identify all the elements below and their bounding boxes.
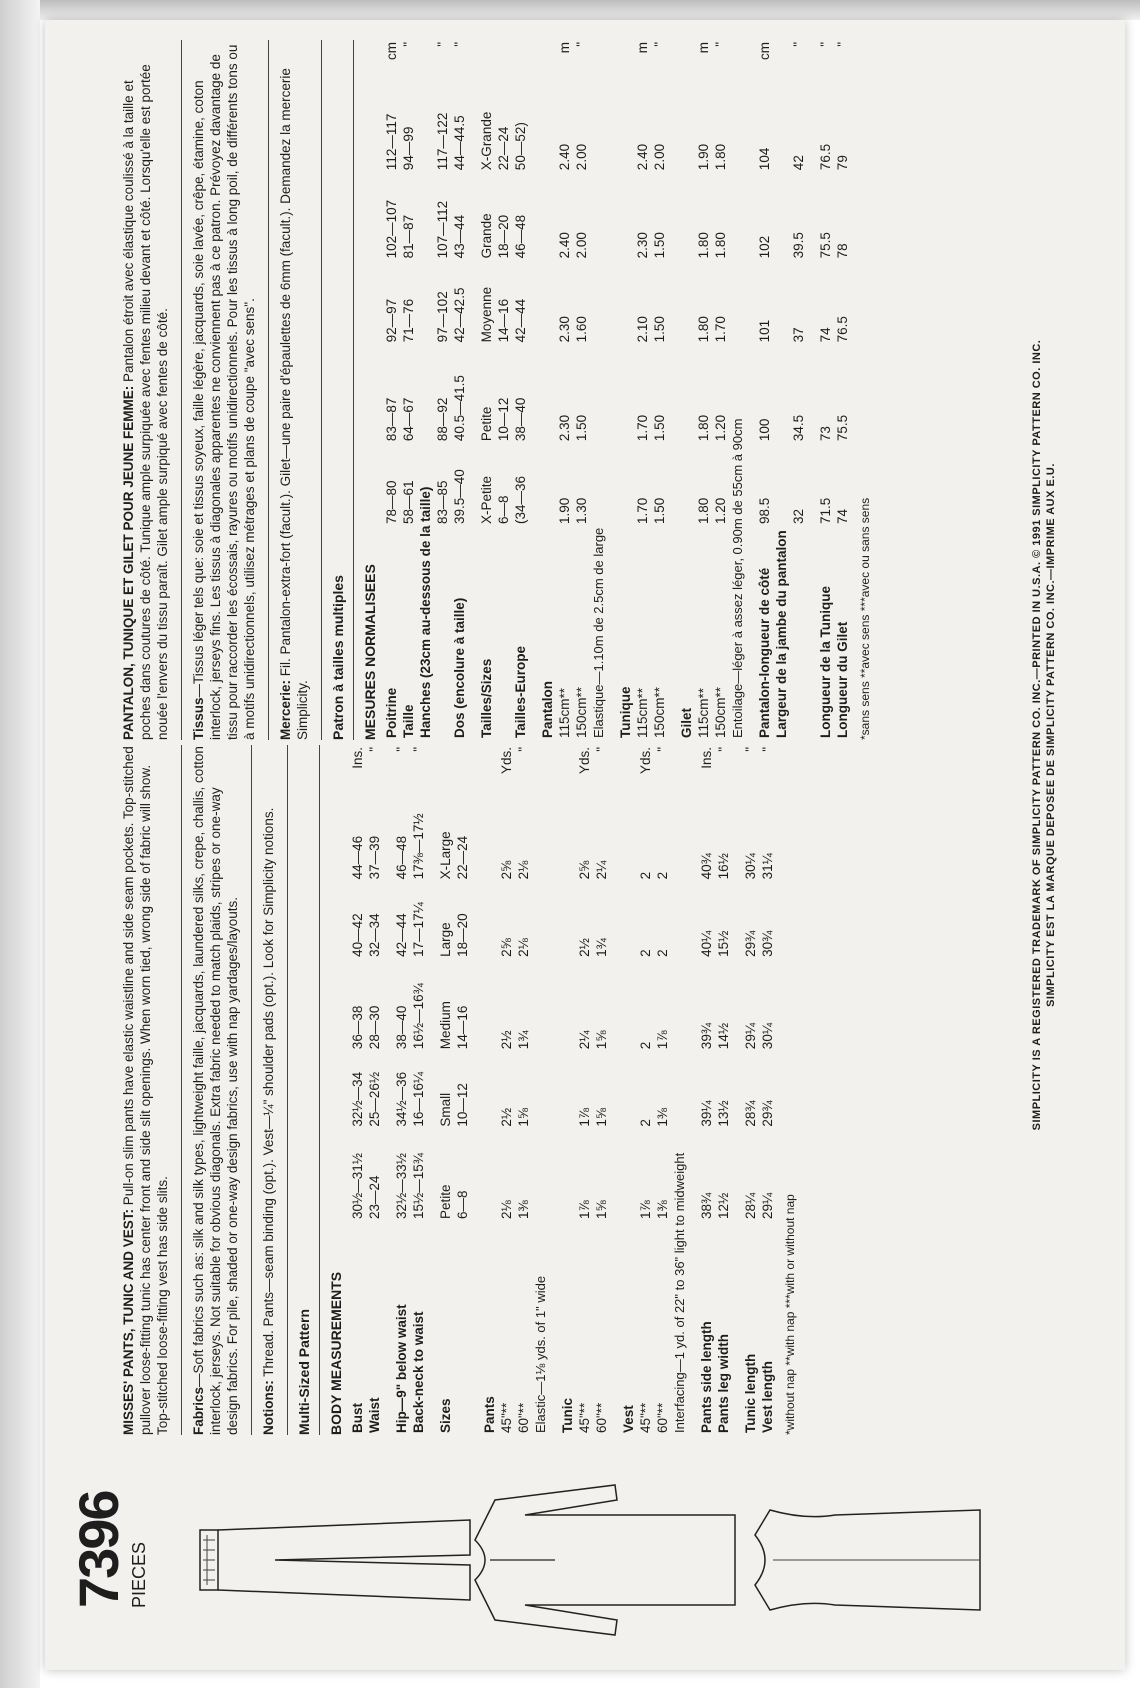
table-row: 150cm** 1.20 1.20 1.70 1.80 1.80 "	[713, 42, 728, 738]
scan-shadow-top	[40, 0, 1140, 20]
tunic-sketch	[465, 1480, 745, 1640]
mercerie-title: Mercerie:	[278, 679, 293, 740]
sizes-row: Sizes Petite Small Medium Large X-Large	[438, 831, 453, 1433]
french-intro-title: PANTALON, TUNIQUE ET GILET POUR JEUNE FEMME:	[121, 385, 136, 740]
english-intro-text: Pull-on slim pants have elastic waistline and side seam pockets. Top-stitched pullover loose-fitting tunic has center front and side slit openings. When worn tied, wrong side of fabric will show. Top-stitched loose-fitting vest has side slits.	[121, 746, 170, 1435]
divider	[181, 745, 182, 1435]
table-row: 60"** 1⅜ 1⅝ 1¾ 2⅛ 2⅛ "	[516, 747, 531, 1433]
table-row: 115cm** 1.70 1.70 2.10 2.30 2.40 m	[635, 42, 650, 738]
note-row: Entoilage—léger à assez léger, 0.90m de 55cm à 90cm	[730, 418, 745, 738]
table-row: Pantalon-longueur de côté 98.5 100 101 102 104 cm	[757, 42, 772, 738]
table-row: Hip—9" below waist 32½—33½ 34½—36 38—40 42—44 46—48 "	[394, 747, 409, 1433]
table-row: 150cm** 1.30 1.50 1.60 2.00 2.00 "	[574, 42, 589, 738]
section-label-row: Pants	[482, 1396, 497, 1433]
french-footnote: *sans sens **avec sens ***avec ou sans sens	[858, 497, 872, 740]
english-column	[120, 745, 799, 1435]
divider	[268, 40, 269, 740]
english-table	[349, 745, 776, 1435]
table-row: 45"** 1⅞ 1⅞ 2¼ 2½ 2⅝ Yds.	[577, 747, 592, 1433]
tissus-title: Tissus	[191, 697, 206, 740]
table-row: Waist 23—24 25—26½ 28—30 32—34 37—39 "	[367, 747, 382, 1433]
table-row: Longueur de la Tunique 71.5 73 74 75.5 76.5 "	[818, 42, 833, 738]
english-footnote: *without nap **with nap ***with or without nap	[783, 1194, 797, 1435]
table-row: 83—85 88—92 97—102 107—112 117—122 "	[435, 42, 450, 524]
note-row: Elastic—1⅛ yds. of 1" wide	[533, 1275, 548, 1433]
table-row: 115cm** 1.80 1.80 1.80 1.80 1.90 m	[696, 42, 711, 738]
table-row: Taille 58—61 64—67 71—76 81—87 94—99 "	[401, 42, 416, 738]
table-row: 115cm** 1.90 2.30 2.30 2.40 2.40 m	[557, 42, 572, 738]
divider	[353, 40, 354, 740]
notions-title: Notions:	[261, 1380, 276, 1435]
pattern-number: 7396	[67, 1491, 130, 1608]
table-row: 32 34.5 37 39.5 42 "	[791, 42, 806, 524]
table-row: 150cm** 1.50 1.50 1.50 1.50 2.00 "	[652, 42, 667, 738]
divider	[287, 745, 288, 1435]
english-intro	[120, 745, 171, 1435]
sizes-numbers-row: 6—8 10—12 14—16 18—20 22—24	[455, 835, 470, 1219]
pattern-envelope	[45, 20, 1125, 1670]
table-row: Longueur du Gilet 74 75.5 76.5 78 79 "	[835, 42, 850, 738]
table-row: 45"** 1⅞ 2 2 2 2 Yds.	[638, 747, 653, 1433]
note-row: Interfacing—1 yd. of 22" to 36" light to midweight	[672, 1152, 687, 1433]
divider	[321, 40, 322, 740]
europe-sizes-row: Tailles-Europe (34—36 38—40 42—44 46—48 50—52)	[513, 122, 528, 738]
divider	[319, 745, 320, 1435]
table-row: Poitrine 78—80 83—87 92—97 102—107 112—117 cm	[384, 42, 399, 738]
section-label-row: Tunic	[560, 1398, 575, 1433]
pattern-badge	[67, 1488, 150, 1608]
table-row: Bust 30½—31½ 32½—34 36—38 40—42 44—46 Ins.	[350, 747, 365, 1433]
multi-size-heading-fr: Patron à tailles multiples	[330, 575, 346, 740]
notions-paragraph	[260, 745, 277, 1435]
mercerie-text: Fil. Pantalon-extra-fort (facult.). Gilet—une paire d'épaulettes de 6mm (facult.). Demandez la mercerie Simplicity.	[278, 68, 310, 740]
pants-sketch	[195, 1480, 475, 1640]
fabrics-text: —Soft fabrics such as: silk and silk types, lightweight faille, jacquards, laundered silks, crepe, challis, cotton interlock, jerseys. Not suitable for obvious diagonals. Extra fabric needed to match plaids, stripes or one-way design fabrics. For pile, shaded or one-way design fabrics, use with nap yardages/layouts.	[191, 746, 240, 1435]
table-row: Vest length 29¼ 29¾ 30¼ 30¾ 31¼ "	[760, 747, 775, 1433]
table-row: 60"** 1⅝ 1⅝ 1⅝ 1¾ 2¼ "	[594, 747, 609, 1433]
note-row: Elastique—1.10m de 2.5cm de large	[591, 527, 606, 738]
french-intro-text: Pantalon étroit avec élastique coulissé à la taille et poches dans coutures de côté. Tunique ample surpiquée avec fentes milieu devant et côté. Lorsqu'elle est portée nouée l'envers du tissu paraît. Gilet ample surpiqué avec fentes de côté.	[121, 64, 170, 740]
tissus-text: —Tissus léger tels que: soie et tissus soyeux, faille légère, jacquards, soie lavée, crêpe, étamine, coton interlock, jerseys fins. Les tissus à diagonales apparentes ne conviennent pas à ce patron. Prévoyez davantage de tissu pour raccorder les écossais, rayures ou motifs unidirectionnels. Pour les tissus à long poil, de différents tons ou à motifs unidirectionnels, utilisez métrages et plans de coupe "avec sens".	[191, 44, 257, 740]
notions-text: Thread. Pants—seam binding (opt.). Vest—¼" shoulder pads (opt.). Look for Simplicity notions.	[261, 807, 276, 1381]
section-label-row: Gilet	[679, 707, 694, 738]
scan-shadow-left	[0, 0, 40, 1688]
english-intro-title: MISSES' PANTS, TUNIC AND VEST:	[121, 1209, 136, 1435]
section-label-row: Vest	[621, 1405, 636, 1433]
table-row: 60"** 1⅜ 1⅜ 1⅞ 2 2 "	[655, 747, 670, 1433]
table-row: Pants side length 38¾ 39¼ 39¾ 40¼ 40¾ Ins.	[699, 747, 714, 1433]
sizes-row: Tailles/Sizes X-Petite Petite Moyenne Grande X-Grande	[479, 111, 494, 738]
divider	[251, 745, 252, 1435]
table-row: Pants leg width 12½ 13½ 14½ 15½ 16½ "	[716, 747, 731, 1433]
table-row: Back-neck to waist 15½—15¾ 16—16¼ 16½—16¾ 17—17¼ 17⅜—17½ "	[411, 747, 426, 1433]
french-table	[383, 40, 851, 740]
hip-heading-row: Hanches (23cm au-dessous de la taille)	[418, 486, 433, 738]
trademark-footer	[1030, 35, 1058, 1435]
pieces-label: PIECES	[129, 1541, 149, 1608]
footer-line-2: SIMPLICITY EST LA MARQUE DEPOSEE DE SIMPLICITY PATTERN CO. INC.—IMPRIME AUX E.U.	[1045, 463, 1057, 1007]
french-column	[120, 40, 874, 740]
mercerie-paragraph	[277, 40, 311, 740]
tissus-paragraph	[190, 40, 258, 740]
section-label-row: Tunique	[618, 686, 633, 738]
section-label-row: Pantalon	[540, 680, 555, 738]
body-measurements-heading: BODY MEASUREMENTS	[328, 1271, 344, 1435]
body-measurements-heading-fr: MESURES NORMALISEES	[362, 564, 378, 740]
table-row: Dos (encolure à taille) 39.5—40 40.5—41.5 42—42.5 43—44 44—44.5 "	[452, 42, 467, 738]
rotated-content	[45, 20, 1125, 1670]
fabrics-paragraph	[190, 745, 241, 1435]
divider	[181, 40, 182, 740]
table-row: 45"** 2⅛ 2½ 2½ 2⅝ 2⅝ Yds.	[499, 747, 514, 1433]
vest-sketch	[745, 1480, 985, 1640]
footer-line-1: SIMPLICITY IS A REGISTERED TRADEMARK OF SIMPLICITY PATTERN CO. INC.—PRINTED IN U.S.A. © 1991 SIMPLICITY PATTERN CO. INC.	[1031, 339, 1043, 1131]
table-row: Tunic length 28¼ 28¾ 29¼ 29¾ 30¼ "	[743, 747, 758, 1433]
multi-size-heading: Multi-Sized Pattern	[296, 1308, 312, 1435]
french-intro	[120, 40, 171, 740]
leg-width-heading-row: Largeur de la jambe du pantalon	[774, 530, 789, 738]
fabrics-title: Fabrics	[191, 1386, 206, 1435]
sizes-numbers-row: 6—8 10—12 14—16 18—20 22—24	[496, 126, 511, 524]
